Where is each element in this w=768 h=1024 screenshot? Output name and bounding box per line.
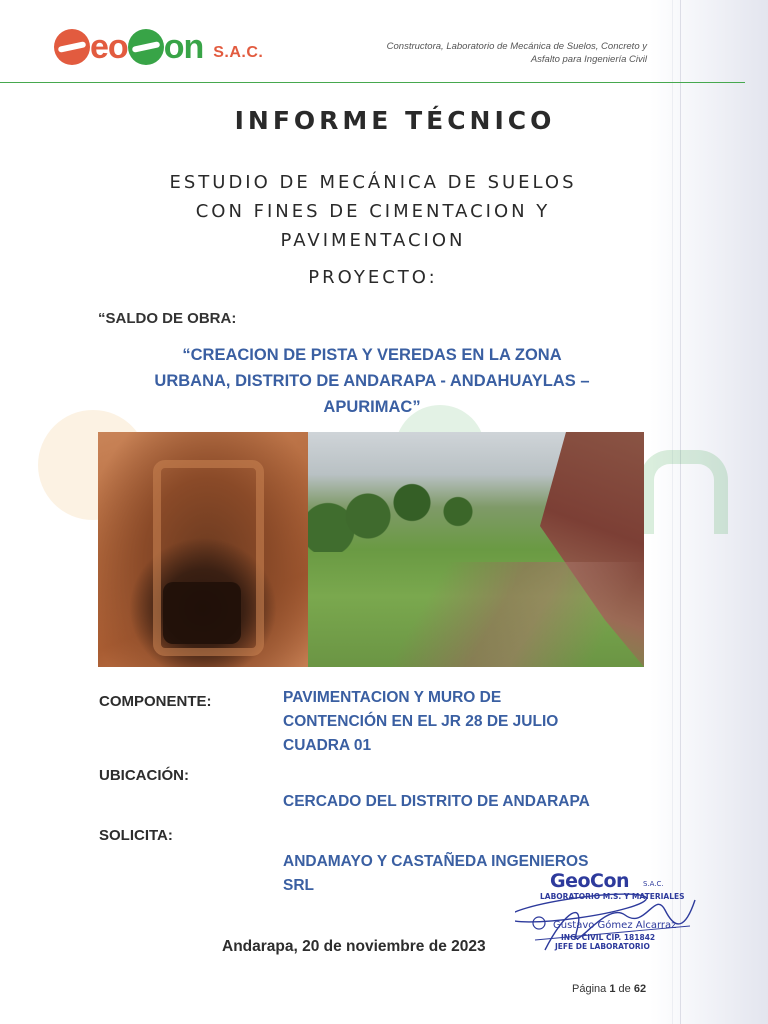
logo-g-icon	[54, 29, 90, 65]
report-subtitle: ESTUDIO DE MECÁNICA DE SUELOS CON FINES DE CIMENTACION Y PAVIMENTACION	[169, 172, 577, 251]
report-date: Andarapa, 20 de noviembre de 2023	[222, 938, 486, 955]
ubicacion-label: UBICACIÓN:	[99, 767, 189, 784]
logo-c-icon	[128, 29, 164, 65]
componente-label: COMPONENTE:	[99, 693, 212, 710]
logo-suffix: S.A.C.	[213, 44, 264, 61]
site-terrain-photo	[308, 432, 644, 667]
company-tagline: Constructora, Laboratorio de Mecánica de Suelos, Concreto y Asfalto para Ingeniería Civil	[386, 41, 647, 65]
logo-text-on: on	[163, 28, 204, 66]
logo-wordmark	[54, 29, 203, 65]
solicita-label: SOLICITA:	[99, 827, 173, 844]
stamp-cip: ING. CIVIL CIP. 181842	[561, 933, 656, 942]
stamp-lab: LABORATORIO M.S. Y MATERIALES	[540, 892, 685, 901]
watermark-logo-shape	[640, 450, 728, 534]
header-divider	[0, 82, 745, 83]
stamp-role: JEFE DE LABORATORIO	[555, 942, 650, 951]
soil-test-pit-photo	[98, 432, 308, 667]
ubicacion-value: CERCADO DEL DISTRITO DE ANDARAPA	[283, 793, 590, 810]
project-name: “CREACION DE PISTA Y VEREDAS EN LA ZONA URBANA, DISTRITO DE ANDARAPA - ANDAHUAYLAS – APURIMAC”	[154, 346, 590, 416]
company-logo	[54, 24, 263, 70]
stamp-signer-name: Gustavo Gómez Alcarraz	[553, 920, 677, 931]
project-heading: PROYECTO:	[308, 267, 438, 288]
lab-stamp	[515, 870, 705, 962]
componente-value: PAVIMENTACION Y MURO DE CONTENCIÓN EN EL JR 28 DE JULIO CUADRA 01	[283, 689, 559, 754]
report-title: INFORME TÉCNICO	[234, 106, 556, 135]
stamp-suffix: S.A.C.	[643, 880, 664, 888]
project-prefix: “SALDO DE OBRA:	[98, 310, 237, 327]
solicita-value: ANDAMAYO Y CASTAÑEDA INGENIEROS SRL	[283, 853, 589, 894]
logo-text-eo: eo	[90, 28, 128, 66]
page-number: Página 1 de 62	[572, 983, 647, 995]
stamp-brand: GeoCon	[550, 870, 630, 892]
